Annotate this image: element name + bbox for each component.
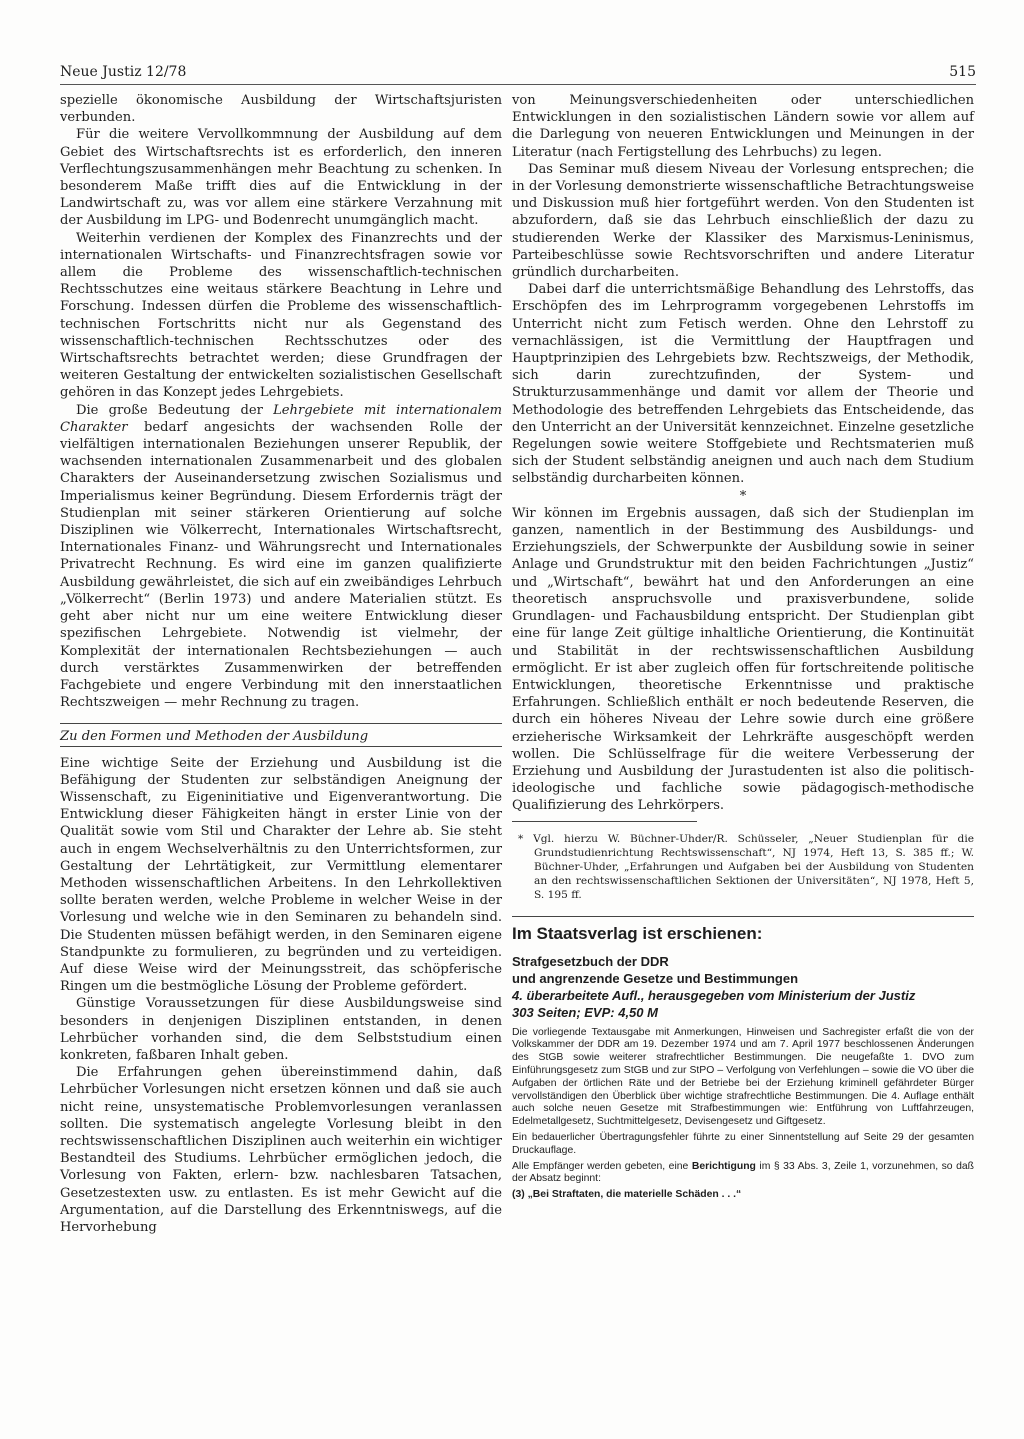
header-rule bbox=[60, 84, 976, 85]
paragraph: Für die weitere Vervollkommnung der Ausbildung auf dem Gebiet des Wirtschaftsrechts ist es erforderlich, den inneren Verflechtungszusammenhängen mehr Beachtung zu schenken. In besonderem Maße trifft dies auf die Entwicklung in der Landwirtschaft zu, was vor allem eine stärkere Verzahnung mit der Ausbildung im LPG- und Bodenrecht unumgänglich macht. bbox=[60, 127, 502, 229]
paragraph: von Meinungsverschiedenheiten oder unterschiedlichen Entwicklungen in den sozialistischen Ländern sowie vor allem auf die Darlegung von neueren Entwicklungen und Meinungen in der Literatur (nach Fertigstellung des Lehrbuchs) zu legen. bbox=[512, 93, 974, 160]
paragraph: Das Seminar muß diesem Niveau der Vorlesung entsprechen; die in der Vorlesung demonstrierte wissenschaftliche Betrachtungsweise und Diskussion muß hier fortgeführt werden. Von den Studenten ist abzufordern, daß sie das Lehrbuch einschließlich der dazu zu studierenden Werke der Klassiker des Marxismus-Leninismus, Parteibeschlüsse sowie Rechtsvorschriften und andere Literatur gründlich durcharbeiten. bbox=[512, 161, 974, 281]
paragraph-text: Die große Bedeutung der bbox=[76, 402, 274, 418]
paragraph: Weiterhin verdienen der Komplex des Finanzrechts und der internationalen Wirtschafts- und Finanzrechtsfragen sowie vor allem die Probleme des wissenschaftlich-technischen Rechtsschutzes eine weitaus stärkere Beachtung in Lehre und Forschung. Indessen dürfen die Probleme des wissenschaftlich-technischen Fortschritts nicht nur als Gegenstand des wissenschaftlich-technischen Rechtsschutzes oder des Wirtschaftsrechts betrachtet werden; diese Grundfragen der weiteren Gestaltung der entwickelten sozialistischen Gesellschaft gehören in das Konzept jedes Lehrgebiets. bbox=[60, 230, 502, 401]
page-header bbox=[60, 64, 976, 86]
paragraph: Dabei darf die unterrichtsmäßige Behandlung des Lehrstoffs, das Erschöpfen des im Lehrprogramm vorgegebenen Lehrstoffs im Unterricht nicht zum Fetisch werden. Ohne den Lehrstoff zu vernachlässigen, ist die Vermittlung der Hauptfragen und Hauptprinzipien des Lehrgebiets bzw. Rechtszweigs, der Methodik, sich darin zurechtzufinden, der System- und Strukturzusammenhänge und damit vor allem der Theorie und Methodologie des betreffenden Lehrgebiets das Entscheidende, das den Unterricht an der Universität kennzeichnet. Einzelne gesetzliche Regelungen sowie weitere Stoffgebiete und Rechtsmaterien muß sich der Student selbständig aneignen und auch nach dem Studium selbständig durcharbeiten können. bbox=[512, 282, 974, 487]
advertisement-heading: Im Staatsverlag ist erschienen: bbox=[512, 923, 763, 943]
correction-text: im § 33 Abs. 3, Zeile 1, vorzunehmen, so daß der Absatz beginnt: bbox=[512, 1160, 974, 1185]
right-column bbox=[512, 92, 974, 1202]
correction-text: Alle Empfänger werden gebeten, eine bbox=[512, 1160, 692, 1172]
book-description: Die vorliegende Textausgabe mit Anmerkungen, Hinweisen und Sachregister erfaßt die von der Volkskammer der DDR am 19. Dezember 1974 und am 7. April 1977 beschlossenen Änderungen des StGB sowie weiterer strafrechtlicher Bestimmungen. Die neugefaßte 1. DVO zum Einführungsgesetz zum StGB und zur StPO – Verfolgung von Verfehlungen – sowie die VO über die Aufgaben der örtlichen Räte und der Betriebe bei der Erziehung kriminell gefährdeter Bürger vervollständigen den Überblick über wichtige strafrechtliche Bestimmungen. Die 4. Auflage enthält auch solche neuen Gesetze mit Strafbestimmungen wie: Entführung von Luftfahrzeugen, Edelmetallgesetz, Suchtmittelgesetz, Devisengesetz und Giftgesetz. bbox=[512, 1026, 974, 1128]
page-number: 515 bbox=[949, 64, 976, 80]
book-price: 303 Seiten; EVP: 4,50 M bbox=[512, 1004, 658, 1020]
paragraph: Eine wichtige Seite der Erziehung und Ausbildung ist die Befähigung der Studenten zur selbständigen Aneignung der Wissenschaft, zu Eigeninitiative und Eigenverantwortung. Die Entwicklung dieser Fähigkeiten hängt in erster Linie von der Qualität sowie vom Stil und Charakter der Lehre ab. Sie steht auch in engem Wechselverhältnis zu den Unterrichtsformen, zur Gestaltung der Lehrtätigkeit, zur Vermittlung elementarer Methoden wissenschaftlichen Arbeitens. In den Lehrkollektiven sollte beraten werden, welche Probleme in welcher Weise in der Vorlesung und welche wie in den Seminaren zu behandeln sind. Die Studenten müssen befähigt werden, in den Seminaren eigene Standpunkte zu formulieren, zu begründen und zu verteidigen. Auf diese Weise wird der Meinungsstreit, das schöpferische Ringen um die bestmögliche Lösung der Probleme gefördert. bbox=[60, 755, 502, 995]
book-edition: 4. überarbeitete Aufl., herausgegeben vom Ministerium der Justiz bbox=[512, 987, 916, 1003]
section-divider bbox=[60, 746, 502, 747]
paragraph: Wir können im Ergebnis aussagen, daß sich der Studienplan im ganzen, namentlich in der Bestimmung des Ausbildungs- und Erziehungsziels, der Schwerpunkte der Ausbildung sowie in seiner Anlage und Grundstruktur mit den beiden Fachrichtungen „Justiz“ und „Wirtschaft“, bewährt hat und den Anforderungen an eine theoretisch anspruchsvolle und praxisverbundene, solide Grundlagen- und Fachausbildung entspricht. Der Studienplan gibt eine für lange Zeit gültige inhaltliche Orientierung, die Kontinuität und Stabilität in der rechtswissenschaftlichen Ausbildung ermöglicht. Er ist aber zugleich offen für fortschreitende politische Entwicklungen, theoretische Erkenntnisse und praktische Erfahrungen. Schließlich enthält er noch bedeutende Reserven, die durch ein höheres Niveau der Lehre sowie durch eine größere erzieherische Wirksamkeit der Lehrkräfte ausgeschöpft werden wollen. Die Schlüsselfrage für die weitere Verbesserung der Erziehung und Ausbildung der Jurastudenten ist also die politisch-ideologische und fachliche sowie pädagogisch-methodische Qualifizierung des Lehrkörpers. bbox=[512, 505, 974, 814]
section-divider bbox=[60, 723, 502, 724]
footnote-rule bbox=[512, 821, 697, 822]
section-title: Zu den Formen und Methoden der Ausbildung bbox=[60, 729, 369, 745]
corrected-passage: (3) „Bei Straftaten, die materielle Schäden . . .“ bbox=[512, 1189, 742, 1201]
paragraph: spezielle ökonomische Ausbildung der Wirtschaftsjuristen verbunden. bbox=[60, 93, 502, 126]
left-column bbox=[60, 92, 502, 1236]
paragraph: Günstige Voraussetzungen für diese Ausbildungsweise sind besonders in denjenigen Disziplinen entstanden, in denen Lehrbücher vorhanden sind, die dem Selbststudium einen konkreten, faßbaren Inhalt geben. bbox=[60, 996, 502, 1063]
correction-keyword: Berichtigung bbox=[691, 1160, 756, 1172]
footnote: * Vgl. hierzu W. Büchner-Uhder/R. Schüsseler, „Neuer Studienplan für die Grundstudienrichtung Rechtswissenschaft“, NJ 1974, Heft 13, S. 385 ff.; W. Büchner-Uhder, „Erfahrungen und Aufgaben bei der Ausbildung von Studenten an den rechtswissenschaftlichen Sektionen der Universitäten“, NJ 1978, Heft 5, S. 195 ff. bbox=[518, 832, 974, 901]
correction-note bbox=[512, 1161, 974, 1187]
paragraph-text: bedarf angesichts der wachsenden Rolle der vielfältigen internationalen Beziehungen unserer Republik, der wachsenden internationalen Zusammenarbeit und des globalen Charakters der Auseinandersetzung zwischen Sozialismus und Imperialismus keiner Begründung. Diesem Erfordernis trägt der Studienplan mit seiner stärkeren Orientierung auf solche Disziplinen wie Völkerrecht, Internationales Wirtschaftsrecht, Internationales Finanz- und Währungsrecht und Internationales Privatrecht Rechnung. Es wird eine im ganzen qualifizierte Ausbildung gewährleistet, die sich auf ein zweibändiges Lehrbuch „Völkerrecht“ (Berlin 1973) und andere Materialien stützt. Es geht aber nicht nur um eine weitere Entwicklung dieser spezifischen Lehrgebiete. Notwendig ist vielmehr, der Komplexität der internationalen Rechtsbeziehungen — auch durch verstärktes Zusammenwirken der betreffenden Fachgebiete und engere Verbindung mit den innerstaatlichen Rechtszweigen — mehr Rechnung zu tragen. bbox=[60, 419, 502, 711]
erratum-note: Ein bedauerlicher Übertragungsfehler führte zu einer Sinnentstellung auf Seite 29 der gesamten Druckauflage. bbox=[512, 1131, 974, 1156]
publisher-advertisement bbox=[512, 923, 974, 1202]
advertisement-rule bbox=[512, 916, 974, 917]
book-subtitle: und angrenzende Gesetze und Bestimmungen bbox=[512, 970, 799, 986]
section-separator: * bbox=[739, 488, 747, 504]
paragraph bbox=[60, 402, 502, 712]
book-title: Strafgesetzbuch der DDR bbox=[512, 953, 669, 969]
paragraph: Die Erfahrungen gehen übereinstimmend dahin, daß Lehrbücher Vorlesungen nicht ersetzen können und daß sie auch nicht reine, unsystematische Problemvorlesungen veranlassen sollten. Die systematisch angelegte Vorlesung bleibt in den rechtswissenschaftlichen Disziplinen auch weiterhin ein wichtiger Bestandteil des Studiums. Lehrbücher ermöglichen jedoch, die Vorlesung von Fakten, erlern- bzw. nachlesbaren Tatsachen, Gesetzestexten usw. zu entlasten. Es ist mehr Gewicht auf die Argumentation, auf die Darstellung des Erkenntniswegs, auf die Hervorhebung bbox=[60, 1065, 502, 1235]
emphasis-text: Lehrgebiete mit internationalem Charakter bbox=[60, 402, 503, 435]
journal-title: Neue Justiz 12/78 bbox=[60, 64, 187, 80]
